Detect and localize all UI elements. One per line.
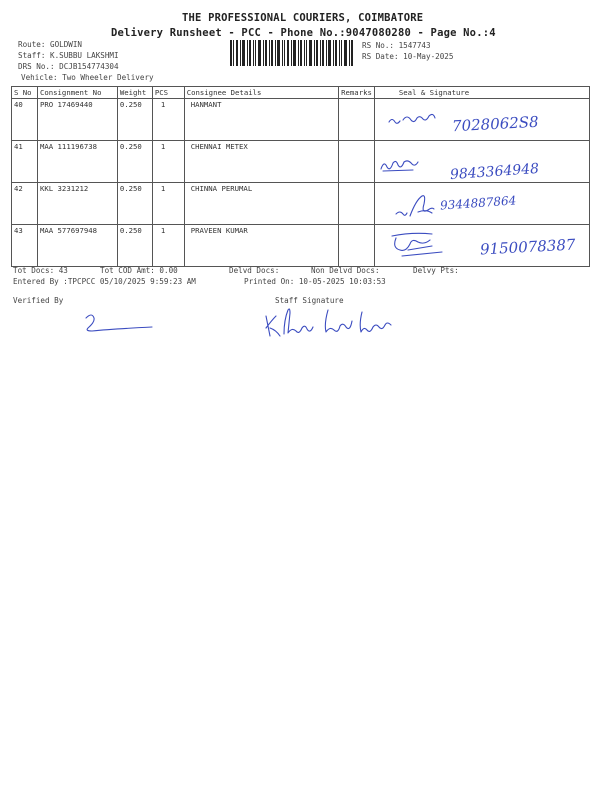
- cell-pcs: 1: [152, 141, 184, 183]
- drs-number: DRS No.: DCJB154774304: [18, 62, 119, 71]
- cell-consignment: MAA 111196738: [37, 141, 117, 183]
- handwritten-phone-row-42: 9344887864: [439, 193, 517, 213]
- cell-consignment: PRO 17469440: [37, 99, 117, 141]
- cell-pcs: 1: [152, 225, 184, 267]
- cell-sno: 42: [12, 183, 38, 225]
- cell-pcs: 1: [152, 183, 184, 225]
- printed-on: Printed On: 10-05-2025 10:03:53: [244, 277, 386, 286]
- header-consignment: Consignment No: [37, 87, 117, 99]
- table-header-row: [12, 87, 590, 99]
- delivered-docs: Delvd Docs:: [229, 266, 280, 275]
- total-cod-amount: Tot COD Amt: 0.00: [100, 266, 178, 275]
- header-consignee: Consignee Details: [184, 87, 338, 99]
- cell-sno: 41: [12, 141, 38, 183]
- staff-label: Staff: K.SUBBU LAKSHMI: [18, 51, 119, 60]
- staff-signature-label: Staff Signature: [275, 296, 344, 305]
- cell-weight: 0.250: [117, 141, 152, 183]
- handwritten-signature-row-41: [378, 155, 448, 177]
- verified-by-signature: [80, 310, 155, 336]
- company-title: THE PROFESSIONAL COURIERS, COIMBATORE: [182, 12, 424, 24]
- verified-by-label: Verified By: [13, 296, 64, 305]
- handwritten-signature-row-40: [385, 110, 455, 132]
- cell-sno: 43: [12, 225, 38, 267]
- cell-remarks: [339, 141, 375, 183]
- cell-weight: 0.250: [117, 99, 152, 141]
- cell-remarks: [339, 225, 375, 267]
- handwritten-signature-row-43: [388, 228, 478, 264]
- runsheet-subtitle: Delivery Runsheet - PCC - Phone No.:9047080280 - Page No.:4: [111, 27, 496, 39]
- header-signature: Seal & Signature: [374, 87, 589, 99]
- cell-consignee: CHENNAI METEX: [184, 141, 338, 183]
- cell-remarks: [339, 183, 375, 225]
- cell-consignee: PRAVEEN KUMAR: [184, 225, 338, 267]
- cell-sno: 40: [12, 99, 38, 141]
- cell-consignee: CHINNA PERUMAL: [184, 183, 338, 225]
- cell-weight: 0.250: [117, 183, 152, 225]
- staff-signature: [262, 304, 412, 340]
- rs-date: RS Date: 10-May-2025: [362, 52, 454, 61]
- route-label: Route: GOLDWIN: [18, 40, 83, 49]
- cell-pcs: 1: [152, 99, 184, 141]
- handwritten-phone-row-40: 7028062S8: [451, 112, 540, 136]
- non-delivered-docs: Non Delvd Docs:: [311, 266, 380, 275]
- total-docs: Tot Docs: 43: [13, 266, 68, 275]
- cell-consignment: KKL 3231212: [37, 183, 117, 225]
- handwritten-phone-row-41: 9843364948: [449, 160, 540, 184]
- handwritten-phone-row-43: 9150078387: [479, 235, 576, 259]
- barcode: [230, 40, 354, 66]
- entered-by: Entered By :TPCPCC 05/10/2025 9:59:23 AM: [13, 277, 196, 286]
- cell-remarks: [339, 99, 375, 141]
- delivery-points: Delvy Pts:: [413, 266, 459, 275]
- cell-consignee: HANMANT: [184, 99, 338, 141]
- vehicle-label: Vehicle: Two Wheeler Delivery: [21, 73, 154, 82]
- cell-consignment: MAA 577697948: [37, 225, 117, 267]
- cell-weight: 0.250: [117, 225, 152, 267]
- header-weight: Weight: [117, 87, 152, 99]
- rs-number: RS No.: 1547743: [362, 41, 431, 50]
- header-pcs: PCS: [152, 87, 184, 99]
- header-remarks: Remarks: [339, 87, 375, 99]
- header-sno: S No: [12, 87, 38, 99]
